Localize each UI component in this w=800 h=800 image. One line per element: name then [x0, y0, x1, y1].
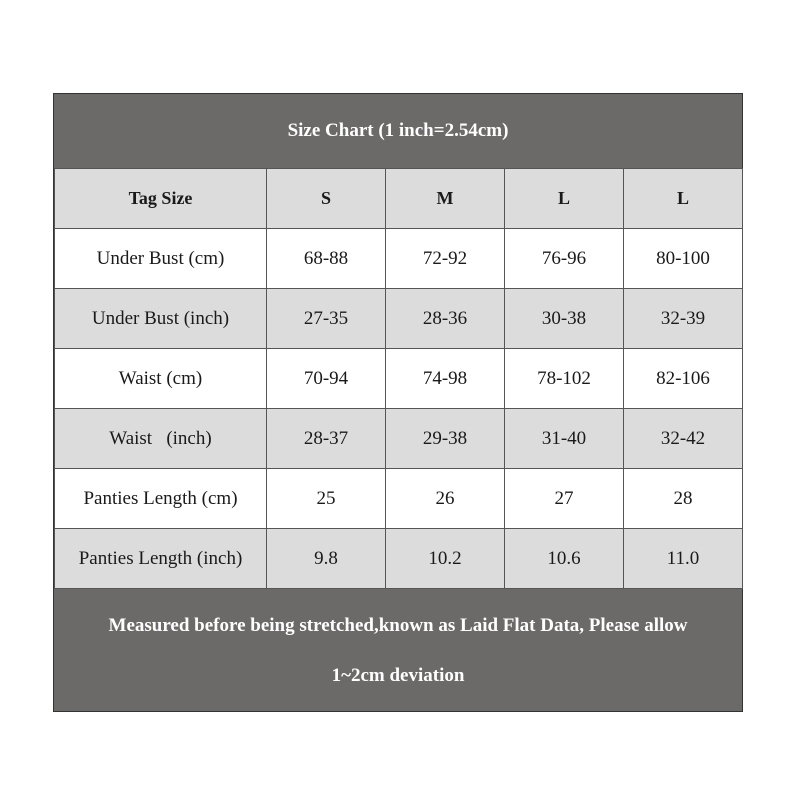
table-cell: 76-96 [505, 229, 624, 289]
row-label: Panties Length (inch) [55, 529, 267, 589]
table-row [55, 469, 743, 529]
table-cell: 11.0 [624, 529, 743, 589]
header-cell-size: S [267, 169, 386, 229]
size-chart [53, 93, 743, 712]
table-cell: 74-98 [386, 349, 505, 409]
table-cell: 10.2 [386, 529, 505, 589]
header-cell-size: L [505, 169, 624, 229]
table-cell: 27-35 [267, 289, 386, 349]
table-cell: 32-39 [624, 289, 743, 349]
table-row [55, 289, 743, 349]
row-label: Waist (cm) [55, 349, 267, 409]
table-cell: 80-100 [624, 229, 743, 289]
table-cell: 82-106 [624, 349, 743, 409]
header-cell-size: L [624, 169, 743, 229]
measurement-note-line-1: Measured before being stretched,known as Laid Flat Data, Please allow [108, 615, 688, 636]
table-cell: 28 [624, 469, 743, 529]
row-label: Waist (inch) [55, 409, 267, 469]
measurement-note-line-2: 1~2cm deviation [331, 665, 465, 686]
size-table [54, 168, 743, 589]
chart-title: Size Chart (1 inch=2.54cm) [287, 120, 509, 141]
table-row [55, 349, 743, 409]
table-cell: 10.6 [505, 529, 624, 589]
table-cell: 30-38 [505, 289, 624, 349]
table-cell: 72-92 [386, 229, 505, 289]
table-row [55, 229, 743, 289]
table-row [55, 529, 743, 589]
table-cell: 28-37 [267, 409, 386, 469]
table-cell: 27 [505, 469, 624, 529]
header-cell-size: M [386, 169, 505, 229]
table-cell: 9.8 [267, 529, 386, 589]
table-cell: 29-38 [386, 409, 505, 469]
table-cell: 70-94 [267, 349, 386, 409]
table-cell: 25 [267, 469, 386, 529]
row-label: Under Bust (cm) [55, 229, 267, 289]
header-row [55, 169, 743, 229]
row-label: Panties Length (cm) [55, 469, 267, 529]
header-cell-tag-size: Tag Size [55, 169, 267, 229]
table-cell: 31-40 [505, 409, 624, 469]
table-row [55, 409, 743, 469]
row-label: Under Bust (inch) [55, 289, 267, 349]
table-cell: 28-36 [386, 289, 505, 349]
table-cell: 78-102 [505, 349, 624, 409]
table-cell: 68-88 [267, 229, 386, 289]
table-cell: 26 [386, 469, 505, 529]
measurement-note [54, 592, 742, 712]
table-cell: 32-42 [624, 409, 743, 469]
